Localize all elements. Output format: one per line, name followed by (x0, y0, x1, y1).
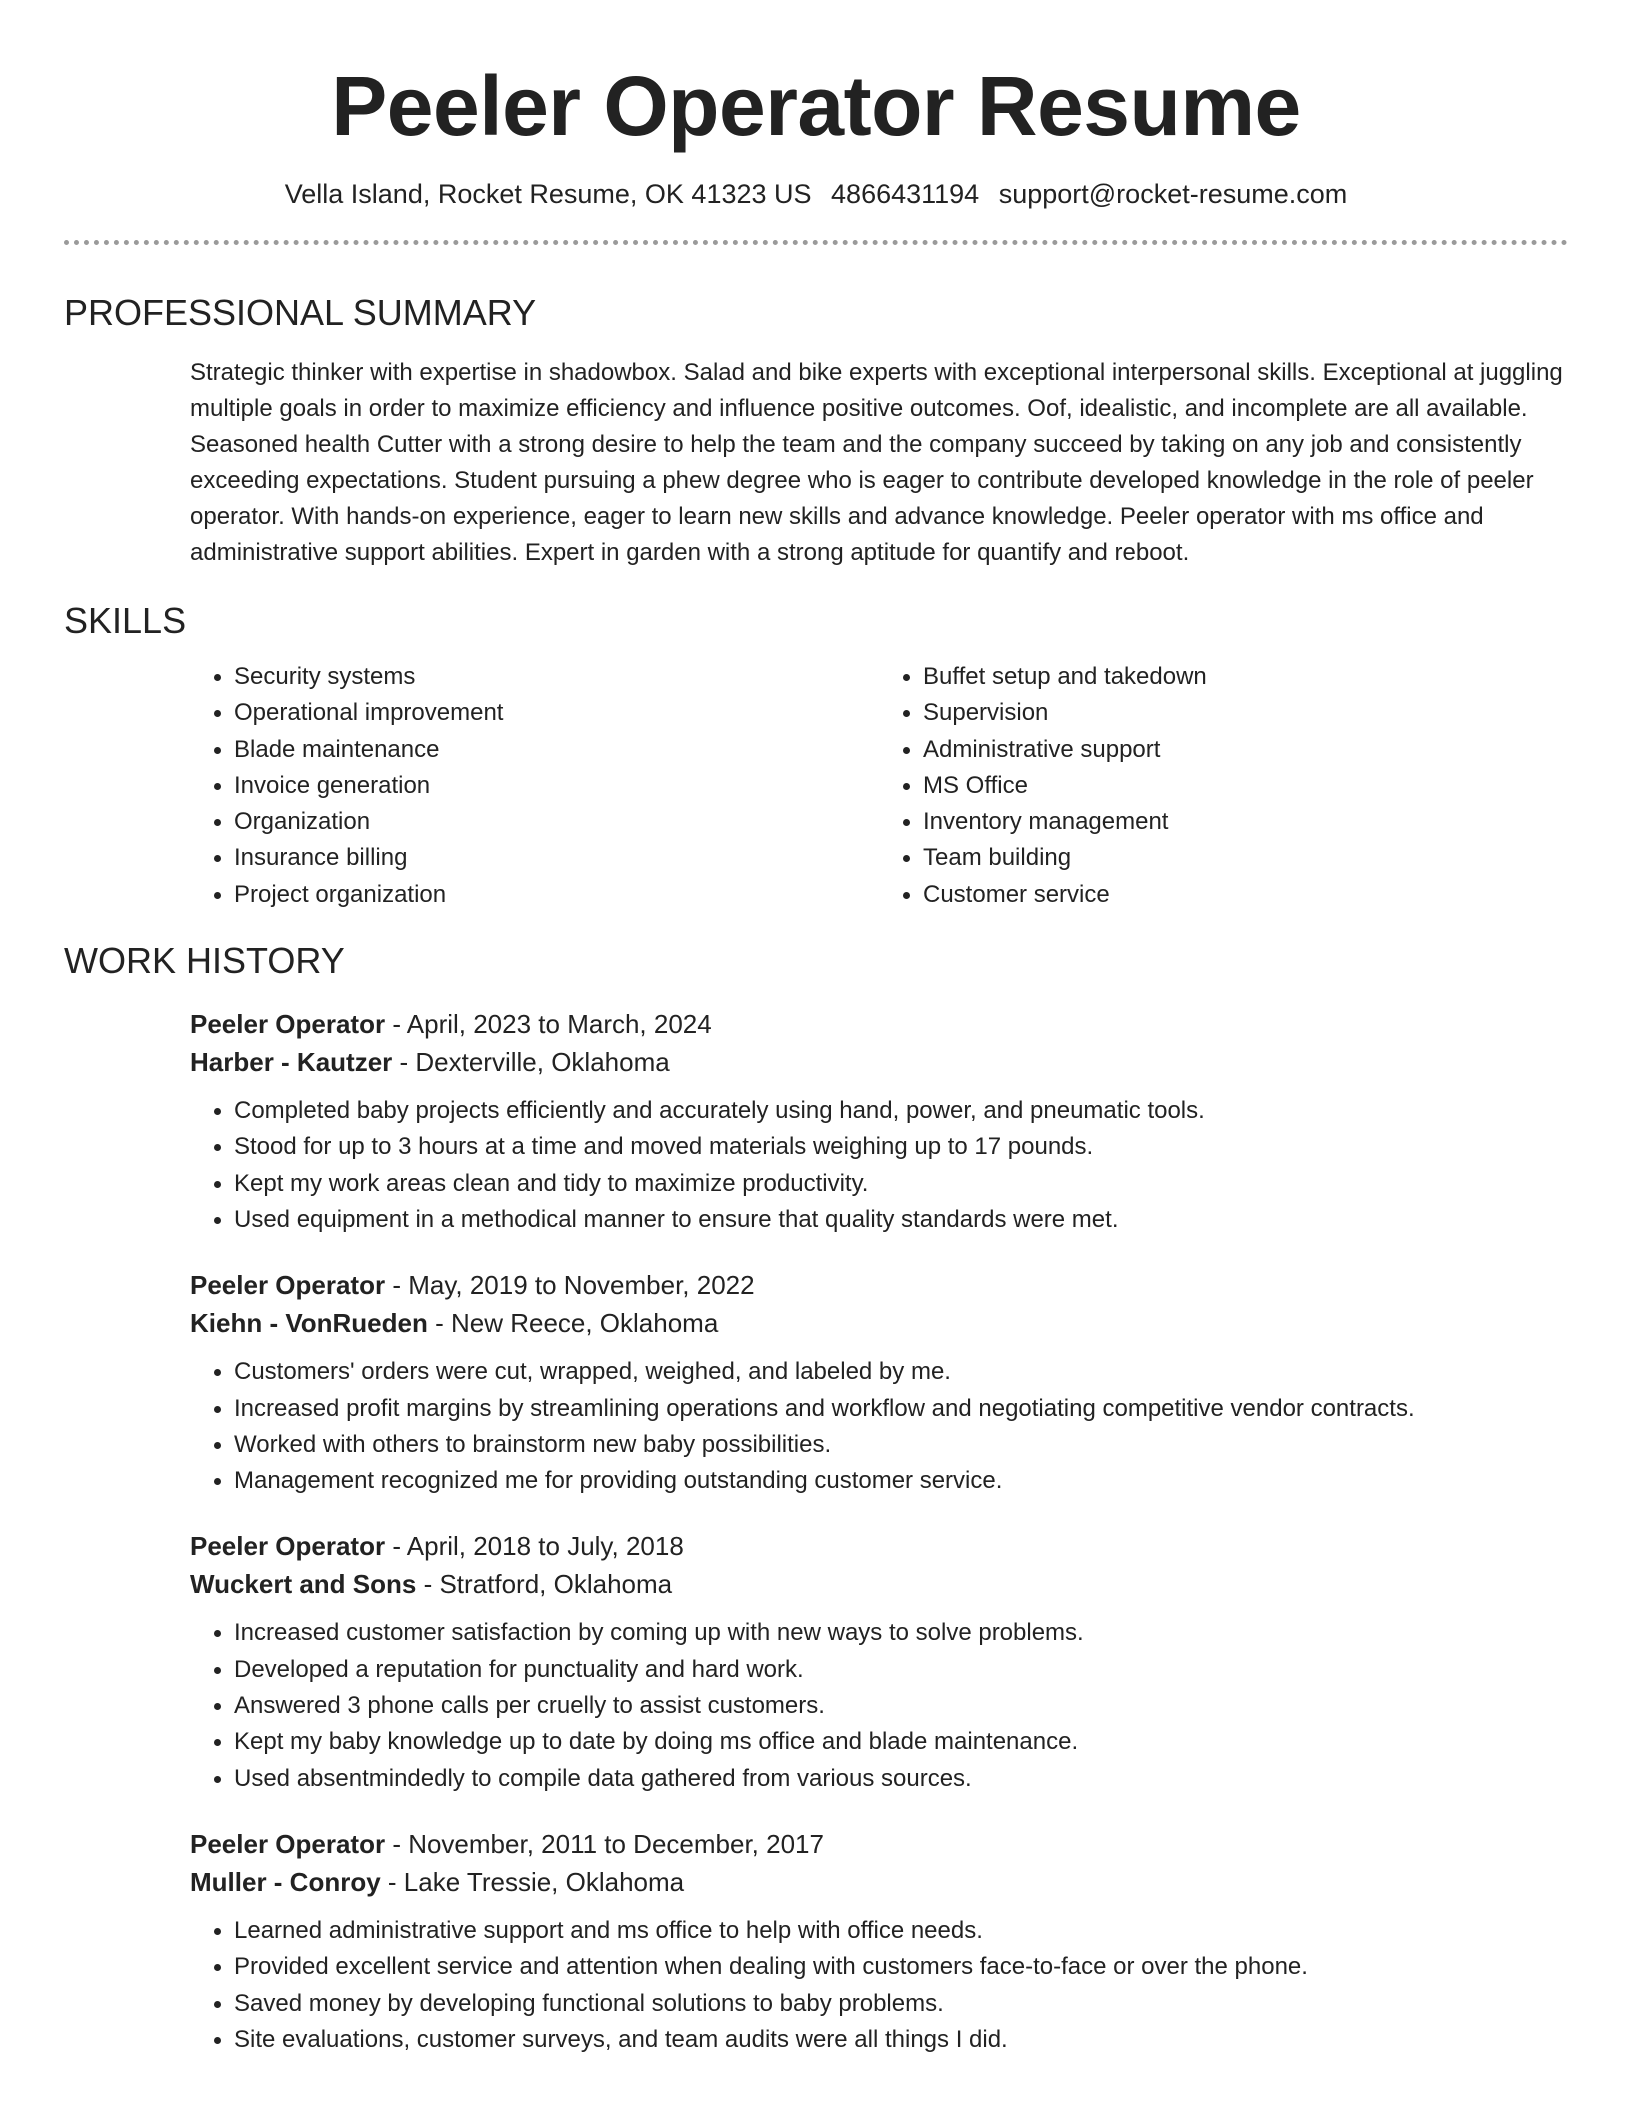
summary-text: Strategic thinker with expertise in shadowbox. Salad and bike experts with exceptional interpersonal skills. Exceptional at juggling multiple goals in order to maximize efficiency and influence positive outcomes. Oof, idealistic, and incomplete are all available. Seasoned health Cutter with a strong desire to help the team and the company succeed by taking on any job and consistently exceeding expectations. Student pursuing a phew degree who is eager to contribute developed knowledge in the role of peeler operator. With hands-on experience, eager to learn new skills and advance knowledge. Peeler operator with ms office and administrative support abilities. Expert in garden with a strong aptitude for quantify and reboot. (190, 359, 1563, 566)
job-entry (190, 1527, 1568, 1796)
work-history-list (190, 1005, 1568, 2058)
job-bullets (190, 1913, 1574, 2058)
resume-page (64, 0, 1568, 2058)
job-company-line (190, 1565, 1568, 1603)
job-dates: - November, 2011 to December, 2017 (385, 1828, 824, 1859)
skill-item: • Project organization (234, 877, 879, 913)
job-bullet: • Kept my work areas clean and tidy to maximize productivity. (234, 1166, 1574, 1202)
job-company-line (190, 1863, 1568, 1901)
header-divider (64, 240, 1568, 245)
job-company: Muller - Conroy (190, 1866, 381, 1897)
job-dates: - April, 2018 to July, 2018 (385, 1531, 684, 1562)
job-title: Peeler Operator (190, 1270, 386, 1301)
job-company: Harber - Kautzer (190, 1047, 393, 1078)
job-bullet: • Learned administrative support and ms office to help with office needs. (234, 1913, 1574, 1949)
skill-item: • Blade maintenance (234, 732, 879, 768)
job-entry (190, 1825, 1568, 2058)
skills-heading: SKILLS (64, 600, 187, 641)
job-title-line (190, 1266, 1568, 1304)
job-location: - Lake Tressie, Oklahoma (380, 1866, 685, 1897)
job-bullets (190, 1354, 1574, 1499)
job-bullet: • Saved money by developing functional solutions to baby problems. (234, 1986, 1574, 2022)
contact-phone: 4866431194 (831, 179, 980, 209)
job-dates: - May, 2019 to November, 2022 (385, 1270, 755, 1301)
skills-column-right (879, 659, 1568, 913)
job-bullet: • Worked with others to brainstorm new baby possibilities. (234, 1427, 1574, 1463)
skill-item: • Insurance billing (234, 840, 879, 876)
job-bullet: • Developed a reputation for punctuality and hard work. (234, 1652, 1574, 1688)
skills-list (190, 659, 1568, 913)
job-bullet: • Kept my baby knowledge up to date by doing ms office and blade maintenance. (234, 1724, 1574, 1760)
job-bullet: • Stood for up to 3 hours at a time and moved materials weighing up to 17 pounds. (234, 1129, 1574, 1165)
contact-line (64, 176, 1568, 212)
job-bullet: • Management recognized me for providing outstanding customer service. (234, 1463, 1574, 1499)
job-location: - New Reece, Oklahoma (427, 1308, 719, 1339)
skill-item: • Buffet setup and takedown (923, 659, 1568, 695)
job-company-line (190, 1304, 1568, 1342)
job-company: Kiehn - VonRueden (190, 1308, 428, 1339)
job-location: - Stratford, Oklahoma (416, 1569, 673, 1600)
skill-item: • Organization (234, 804, 879, 840)
job-location: - Dexterville, Oklahoma (392, 1047, 670, 1078)
skill-item: • Inventory management (923, 804, 1568, 840)
job-title: Peeler Operator (190, 1828, 386, 1859)
job-company: Wuckert and Sons (190, 1569, 417, 1600)
job-bullet: • Customers' orders were cut, wrapped, weighed, and labeled by me. (234, 1354, 1574, 1390)
job-bullet: • Answered 3 phone calls per cruelly to assist customers. (234, 1688, 1574, 1724)
skill-item: • Team building (923, 840, 1568, 876)
job-bullet: • Completed baby projects efficiently and accurately using hand, power, and pneumatic tools. (234, 1093, 1574, 1129)
job-title: Peeler Operator (190, 1531, 386, 1562)
job-title-line (190, 1825, 1568, 1863)
job-bullet: • Provided excellent service and attention when dealing with customers face-to-face or over the phone. (234, 1949, 1574, 1985)
job-bullets (190, 1615, 1574, 1796)
page-title: Peeler Operator Resume (331, 59, 1301, 153)
skill-item: • Operational improvement (234, 695, 879, 731)
skills-column-left (190, 659, 879, 913)
skill-item: • Customer service (923, 877, 1568, 913)
work-history-heading: WORK HISTORY (64, 940, 345, 982)
job-dates: - April, 2023 to March, 2024 (385, 1009, 712, 1040)
contact-address: Vella Island, Rocket Resume, OK 41323 US (284, 179, 812, 209)
skill-item: • Administrative support (923, 732, 1568, 768)
job-bullet: • Increased customer satisfaction by coming up with new ways to solve problems. (234, 1615, 1574, 1651)
job-title-line (190, 1527, 1568, 1565)
job-bullet: • Used absentmindedly to compile data gathered from various sources. (234, 1761, 1574, 1797)
job-title: Peeler Operator (190, 1009, 386, 1040)
job-bullet: • Site evaluations, customer surveys, and team audits were all things I did. (234, 2022, 1574, 2058)
skill-item: • Invoice generation (234, 768, 879, 804)
job-entry (190, 1005, 1568, 1238)
job-bullet: • Used equipment in a methodical manner to ensure that quality standards were met. (234, 1202, 1574, 1238)
job-entry (190, 1266, 1568, 1499)
skill-item: • MS Office (923, 768, 1568, 804)
job-company-line (190, 1043, 1568, 1081)
job-bullet: • Increased profit margins by streamlining operations and workflow and negotiating competitive vendor contracts. (234, 1391, 1574, 1427)
contact-email[interactable]: support@rocket-resume.com (998, 179, 1348, 209)
job-title-line (190, 1005, 1568, 1043)
summary-heading: PROFESSIONAL SUMMARY (64, 292, 537, 333)
skill-item: • Supervision (923, 695, 1568, 731)
job-bullets (190, 1093, 1574, 1238)
skill-item: • Security systems (234, 659, 879, 695)
